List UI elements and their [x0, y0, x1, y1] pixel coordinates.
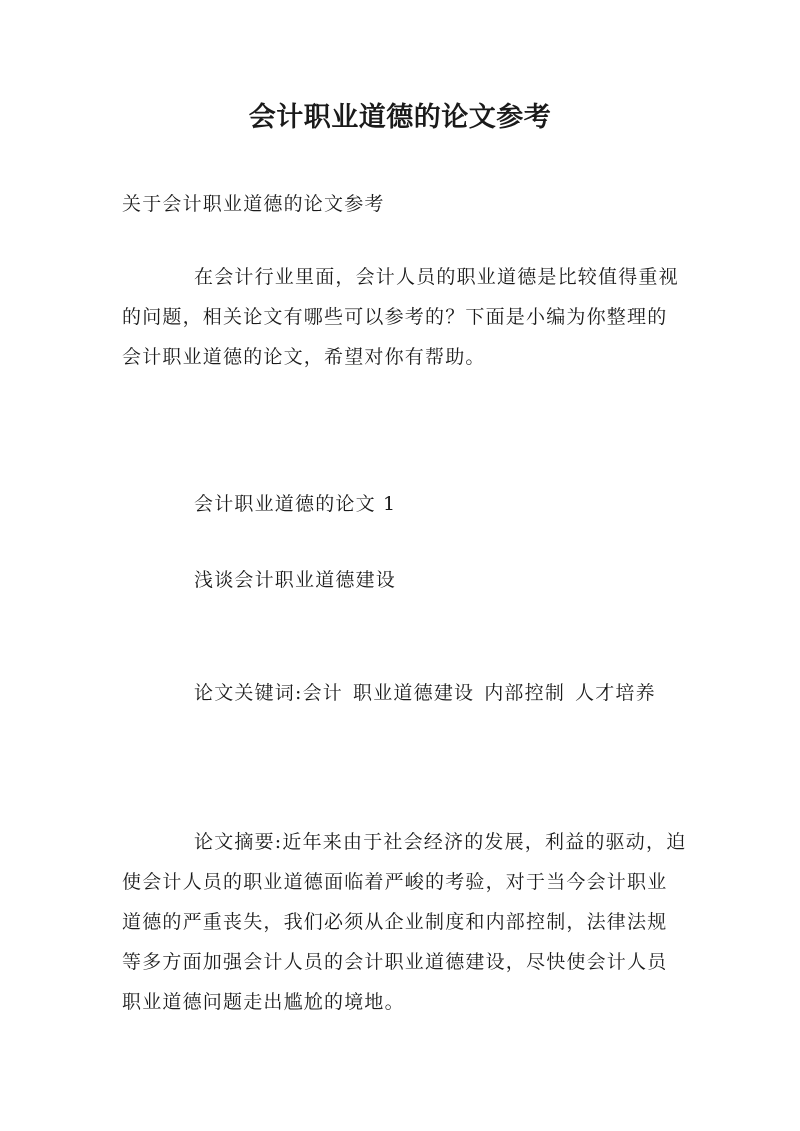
document-subtitle: 关于会计职业道德的论文参考: [122, 193, 385, 215]
keyword-item: 会计: [302, 682, 344, 704]
keyword-item: 人才培养: [575, 682, 656, 704]
essay-title: 浅谈会计职业道德建设: [194, 569, 397, 591]
intro-paragraph: 在会计行业里面，会计人员的职业道德是比较值得重视的问题，相关论文有哪些可以参考的？下面是小编为你整理的会计职业道德的论文，希望对你有帮助。: [122, 266, 679, 368]
keywords-paragraph: [122, 673, 687, 713]
document-title: 会计职业道德的论文参考: [248, 102, 552, 133]
abstract-paragraph: 论文摘要:近年来由于社会经济的发展，利益的驱动，迫使会计人员的职业道德面临着严峻的考验，对于当今会计职业道德的严重丧失，我们必须从企业制度和内部控制，法律法规等多方面加强会计人员的会计职业道德建设，尽快使会计人员职业道德问题走出尴尬的境地。: [122, 831, 687, 1013]
keyword-item: 内部控制: [484, 682, 566, 704]
keywords-label: 论文关键词:: [194, 682, 303, 704]
essay-heading: 会计职业道德的论文 1: [194, 493, 397, 515]
keyword-item: 职业道德建设: [353, 682, 475, 704]
